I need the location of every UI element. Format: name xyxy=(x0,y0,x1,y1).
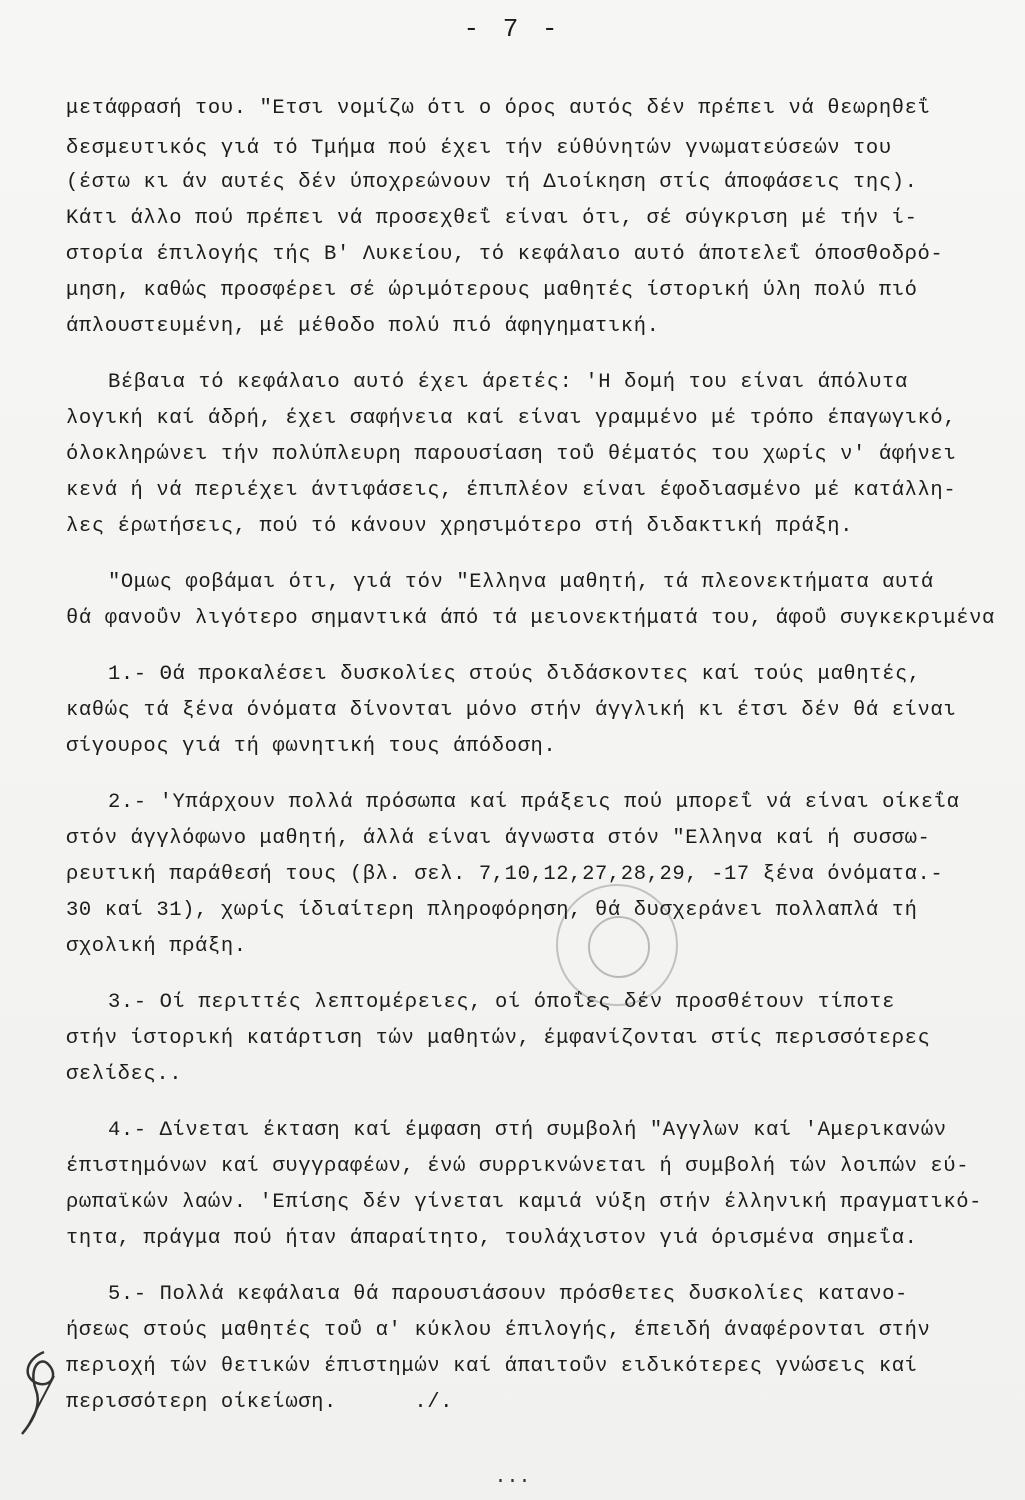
text-line: 4.- Δίνεται έκταση καί έμφαση στή συμβολή "Αγγλων καί 'Αμερικανών xyxy=(108,1119,947,1142)
text-line: Κάτι άλλο πού πρέπει νά προσεχθεΐ είναι ότι, σέ σύγκριση μέ τήν ί- xyxy=(66,207,918,230)
text-line: 5.- Πολλά κεφάλαια θά παρουσιάσουν πρόσθετες δυσκολίες κατανο- xyxy=(108,1283,908,1306)
text-line: σίγουρος γιά τή φωνητική τους άπόδοση. xyxy=(66,735,557,758)
text-line: μετάφρασή του. "Ετσι νομίζω ότι ο όρος αυτός δέν πρέπει νά θεωρηθεΐ xyxy=(66,97,931,120)
text-line: κενά ή νά περιέχει άντιφάσεις, έπιπλέον είναι έφοδιασμένο μέ κατάλλη- xyxy=(66,479,957,502)
text-line: 30 καί 31), χωρίς ίδιαίτερη πληροφόρηση, θά δυσχεράνει πολλαπλά τή xyxy=(66,899,918,922)
text-line: ρωπαϊκών λαών. 'Επίσης δέν γίνεται καμιά νύξη στήν έλληνική πραγματικό- xyxy=(66,1191,983,1214)
text-line: άπλουστευμένη, μέ μέθοδο πολύ πιό άφηγηματική. xyxy=(66,315,660,338)
text-line: σχολική πράξη. xyxy=(66,935,247,958)
text-line: στήν ίστορική κατάρτιση τών μαθητών, έμφανίζονται στίς περισσότερες xyxy=(66,1027,931,1050)
text-line: μηση, καθώς προσφέρει σέ ώριμότερους μαθητές ίστορική ύλη πολύ πιό xyxy=(66,279,918,302)
text-line: τητα, πράγμα πού ήταν άπαραίτητο, τουλάχιστον γιά όρισμένα σημεΐα. xyxy=(66,1227,918,1250)
page-footer: ... xyxy=(494,1466,531,1489)
text-line: "Ομως φοβάμαι ότι, γιά τόν "Ελληνα μαθητή, τά πλεονεκτήματα αυτά xyxy=(108,571,934,594)
text-line: ήσεως στούς μαθητές τοΰ α' κύκλου έπιλογής, έπειδή άναφέρονται στήν xyxy=(66,1319,931,1342)
text-line: 1.- Θά προκαλέσει δυσκολίες στούς διδάσκοντες καί τούς μαθητές, xyxy=(108,663,921,686)
text-line: λογική καί άδρή, έχει σαφήνεια καί είναι γραμμένο μέ τρόπο έπαγωγικό, xyxy=(66,407,957,430)
text-line: περιοχή τών θετικών έπιστημών καί άπαιτοΰν ειδικότερες γνώσεις καί xyxy=(66,1355,918,1378)
text-line: έπιστημόνων καί συγγραφέων, ένώ συρρικνώνεται ή συμβολή τών λοιπών εύ- xyxy=(66,1155,970,1178)
text-line: Βέβαια τό κεφάλαιο αυτό έχει άρετές: 'Η δομή του είναι άπόλυτα xyxy=(108,371,908,394)
text-line: 3.- Οί περιττές λεπτομέρειες, οί όποΐες δέν προσθέτουν τίποτε xyxy=(108,991,896,1014)
text-line: λες έρωτήσεις, πού τό κάνουν χρησιμότερο στή διδακτική πράξη. xyxy=(66,515,854,538)
text-line: θά φανοΰν λιγότερο σημαντικά άπό τά μειονεκτήματά του, άφοΰ συγκεκριμένα xyxy=(66,607,995,630)
text-line: ρευτική παράθεσή τους (βλ. σελ. 7,10,12,27,28,29, -17 ξένα όνόματα.- xyxy=(66,863,944,886)
text-line: καθώς τά ξένα όνόματα δίνονται μόνο στήν άγγλική κι έτσι δέν θά είναι xyxy=(66,699,957,722)
text-line: 2.- 'Υπάρχουν πολλά πρόσωπα καί πράξεις πού μπορεΐ νά είναι οίκεΐα xyxy=(108,791,960,814)
text-line: (έστω κι άν αυτές δέν ύποχρεώνουν τή Διοίκηση στίς άποφάσεις της). xyxy=(66,171,918,194)
text-line: δεσμευτικός γιά τό Τμήμα πού έχει τήν εύθύνητών γνωματεύσεών του xyxy=(66,137,892,160)
text-line: όλοκληρώνει τήν πολύπλευρη παρουσίαση τοΰ θέματός του χωρίς ν' άφήνει xyxy=(66,443,957,466)
text-line: στορία έπιλογής τής Β' Λυκείου, τό κεφάλαιο αυτό άποτελεΐ όποσθοδρό- xyxy=(66,243,944,266)
text-line: περισσότερη οίκείωση. ./. xyxy=(66,1391,454,1414)
text-line: σελίδες.. xyxy=(66,1063,183,1086)
handwritten-signature xyxy=(14,1346,74,1438)
page-number: - 7 - xyxy=(463,14,562,44)
text-line: στόν άγγλόφωνο μαθητή, άλλά είναι άγνωστα στόν "Ελληνα καί ή συσσω- xyxy=(66,827,931,850)
